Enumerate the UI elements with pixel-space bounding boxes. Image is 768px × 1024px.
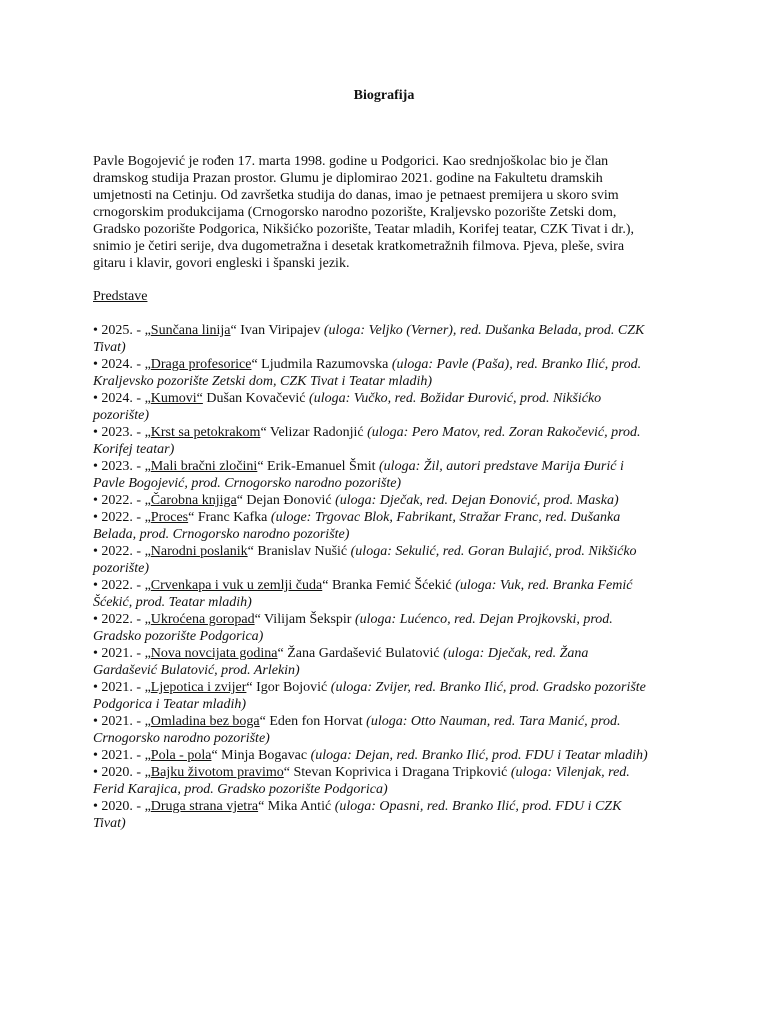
show-item xyxy=(93,764,653,798)
show-year: • 2020. - „ xyxy=(93,799,151,814)
biography-paragraph: Pavle Bogojević je rođen 17. marta 1998. godine u Podgorici. Kao srednjoškolac bio je član dramskog studija Prazan prostor. Glumu je diplomirao 2021. godine na Fakultetu dramskih umjetnosti na Cetinju. Od završetka studija do danas, imao je petnaest premijera u skoro svim crnogorskim produkcijama (Crnogorsko narodno pozorište, Kraljevsko pozorište Zetski dom, Gradsko pozorište Podgorica, Nikšićko pozorište, Teatar mladih, Korifej teatar, CZK Tivat i dr.), snimio je četiri serije, dva dugometražna i desetak kratkometražnih filmova. Pjeva, pleše, svira gitaru i klavir, govori engleski i španski jezik. xyxy=(93,154,634,271)
show-details: (uloga: Dječak, red. Dejan Đonović, prod. Maska) xyxy=(335,493,619,508)
show-year: • 2024. - „ xyxy=(93,357,151,372)
show-item xyxy=(93,747,653,764)
show-year: • 2023. - „ xyxy=(93,425,151,440)
document-body xyxy=(93,153,653,832)
show-title-link[interactable]: Krst sa petokrakom xyxy=(150,425,261,440)
show-details: (uloga: Dječak, red. Žana Gardašević Bulatović, prod. Arlekin) xyxy=(93,646,589,678)
show-year: • 2025. - „ xyxy=(93,323,151,338)
show-year: • 2022. - „ xyxy=(93,493,151,508)
show-details: (uloga: Otto Nauman, red. Tara Manić, prod. Crnogorsko narodno pozorište) xyxy=(93,714,621,746)
show-author: “ Stevan Koprivica i Dragana Tripković xyxy=(283,765,511,780)
show-title-link[interactable]: Kumovi“ xyxy=(150,391,203,406)
show-details: (uloga: Veljko (Verner), red. Dušanka Belada, prod. CZK Tivat) xyxy=(93,323,645,355)
show-year: • 2023. - „ xyxy=(93,459,151,474)
show-author: “ Dejan Đonović xyxy=(236,493,336,508)
show-details: (uloge: Trgovac Blok, Fabrikant, Stražar Franc, red. Dušanka Belada, prod. Crnogorsko narodno pozorište) xyxy=(93,510,621,542)
show-year: • 2022. - „ xyxy=(93,612,151,627)
show-item xyxy=(93,492,653,509)
show-item xyxy=(93,322,653,356)
show-author: “ Vilijam Šekspir xyxy=(254,612,355,627)
show-details: (uloga: Zvijer, red. Branko Ilić, prod. Gradsko pozorište Podgorica i Teatar mladih) xyxy=(93,680,646,712)
show-year: • 2021. - „ xyxy=(93,680,151,695)
show-author: “ Mika Antić xyxy=(258,799,335,814)
show-author: “ Branka Femić Šćekić xyxy=(322,578,456,593)
show-item xyxy=(93,509,653,543)
show-author: “ Ljudmila Razumovska xyxy=(251,357,392,372)
show-item xyxy=(93,356,653,390)
show-item xyxy=(93,798,653,832)
show-year: • 2022. - „ xyxy=(93,510,151,525)
shows-list xyxy=(93,322,653,832)
show-title-link[interactable]: Ljepotica i zvijer xyxy=(150,680,247,695)
show-details: (uloga: Vilenjak, red. Ferid Karajica, prod. Gradsko pozorište Podgorica) xyxy=(93,765,630,797)
show-details: (uloga: Opasni, red. Branko Ilić, prod. FDU i CZK Tivat) xyxy=(93,799,622,831)
show-item xyxy=(93,611,653,645)
show-year: • 2021. - „ xyxy=(93,748,151,763)
show-item xyxy=(93,424,653,458)
show-item xyxy=(93,543,653,577)
show-year: • 2021. - „ xyxy=(93,714,151,729)
show-title-link[interactable]: Nova novcijata godina xyxy=(150,646,278,661)
show-item xyxy=(93,577,653,611)
show-title-link[interactable]: Omladina bez boga xyxy=(150,714,260,729)
show-year: • 2021. - „ xyxy=(93,646,151,661)
show-title-link[interactable]: Čarobna knjiga xyxy=(150,493,237,508)
show-author: Dušan Kovačević xyxy=(202,391,310,406)
show-year: • 2020. - „ xyxy=(93,765,151,780)
show-author: “ Franc Kafka xyxy=(188,510,271,525)
show-author: “ Igor Bojović xyxy=(246,680,331,695)
page-title: Biografija xyxy=(353,88,415,103)
show-year: • 2022. - „ xyxy=(93,578,151,593)
show-title-link[interactable]: Draga profesorice xyxy=(150,357,252,372)
show-details: (uloga: Vuk, red. Branka Femić Šćekić, prod. Teatar mladih) xyxy=(93,578,633,610)
show-details: (uloga: Sekulić, red. Goran Bulajić, prod. Nikšićko pozorište) xyxy=(93,544,637,576)
show-details: (uloga: Dejan, red. Branko Ilić, prod. FDU i Teatar mladih) xyxy=(310,748,648,763)
show-author: “ Žana Gardašević Bulatović xyxy=(277,646,444,661)
shows-heading: Predstave xyxy=(93,289,148,304)
show-title-link[interactable]: Druga strana vjetra xyxy=(150,799,259,814)
show-title-link[interactable]: Sunčana linija xyxy=(150,323,231,338)
show-title-link[interactable]: Mali bračni zločini xyxy=(150,459,258,474)
show-item xyxy=(93,713,653,747)
show-author: “ Eden fon Horvat xyxy=(259,714,367,729)
show-author: “ Branislav Nušić xyxy=(247,544,351,559)
show-item xyxy=(93,645,653,679)
show-details: (uloga: Lućenco, red. Dejan Projkovski, prod. Gradsko pozorište Podgorica) xyxy=(93,612,613,644)
show-title-link[interactable]: Pola - pola xyxy=(150,748,212,763)
show-item xyxy=(93,679,653,713)
show-title-link[interactable]: Narodni poslanik xyxy=(150,544,248,559)
show-item xyxy=(93,458,653,492)
show-author: “ Erik-Emanuel Šmit xyxy=(257,459,380,474)
show-title-link[interactable]: Bajku životom pravimo xyxy=(150,765,284,780)
show-title-link[interactable]: Crvenkapa i vuk u zemlji čuda xyxy=(150,578,323,593)
show-details: (uloga: Žil, autori predstave Marija Đurić i Pavle Bogojević, prod. Crnogorsko narodno pozorište) xyxy=(93,459,624,491)
show-details: (uloga: Vučko, red. Božidar Đurović, prod. Nikšićko pozorište) xyxy=(93,391,602,423)
show-title-link[interactable]: Proces xyxy=(150,510,189,525)
show-year: • 2024. - „ xyxy=(93,391,151,406)
show-author: “ Velizar Radonjić xyxy=(260,425,368,440)
show-author: “ Ivan Viripajev xyxy=(230,323,324,338)
show-details: (uloga: Pero Matov, red. Zoran Rakočević, prod. Korifej teatar) xyxy=(93,425,641,457)
show-details: (uloga: Pavle (Paša), red. Branko Ilić, prod. Kraljevsko pozorište Zetski dom, CZK Tivat i Teatar mladih) xyxy=(93,357,642,389)
show-title-link[interactable]: Ukroćena goropad xyxy=(150,612,255,627)
show-year: • 2022. - „ xyxy=(93,544,151,559)
show-author: “ Minja Bogavac xyxy=(211,748,311,763)
show-item xyxy=(93,390,653,424)
